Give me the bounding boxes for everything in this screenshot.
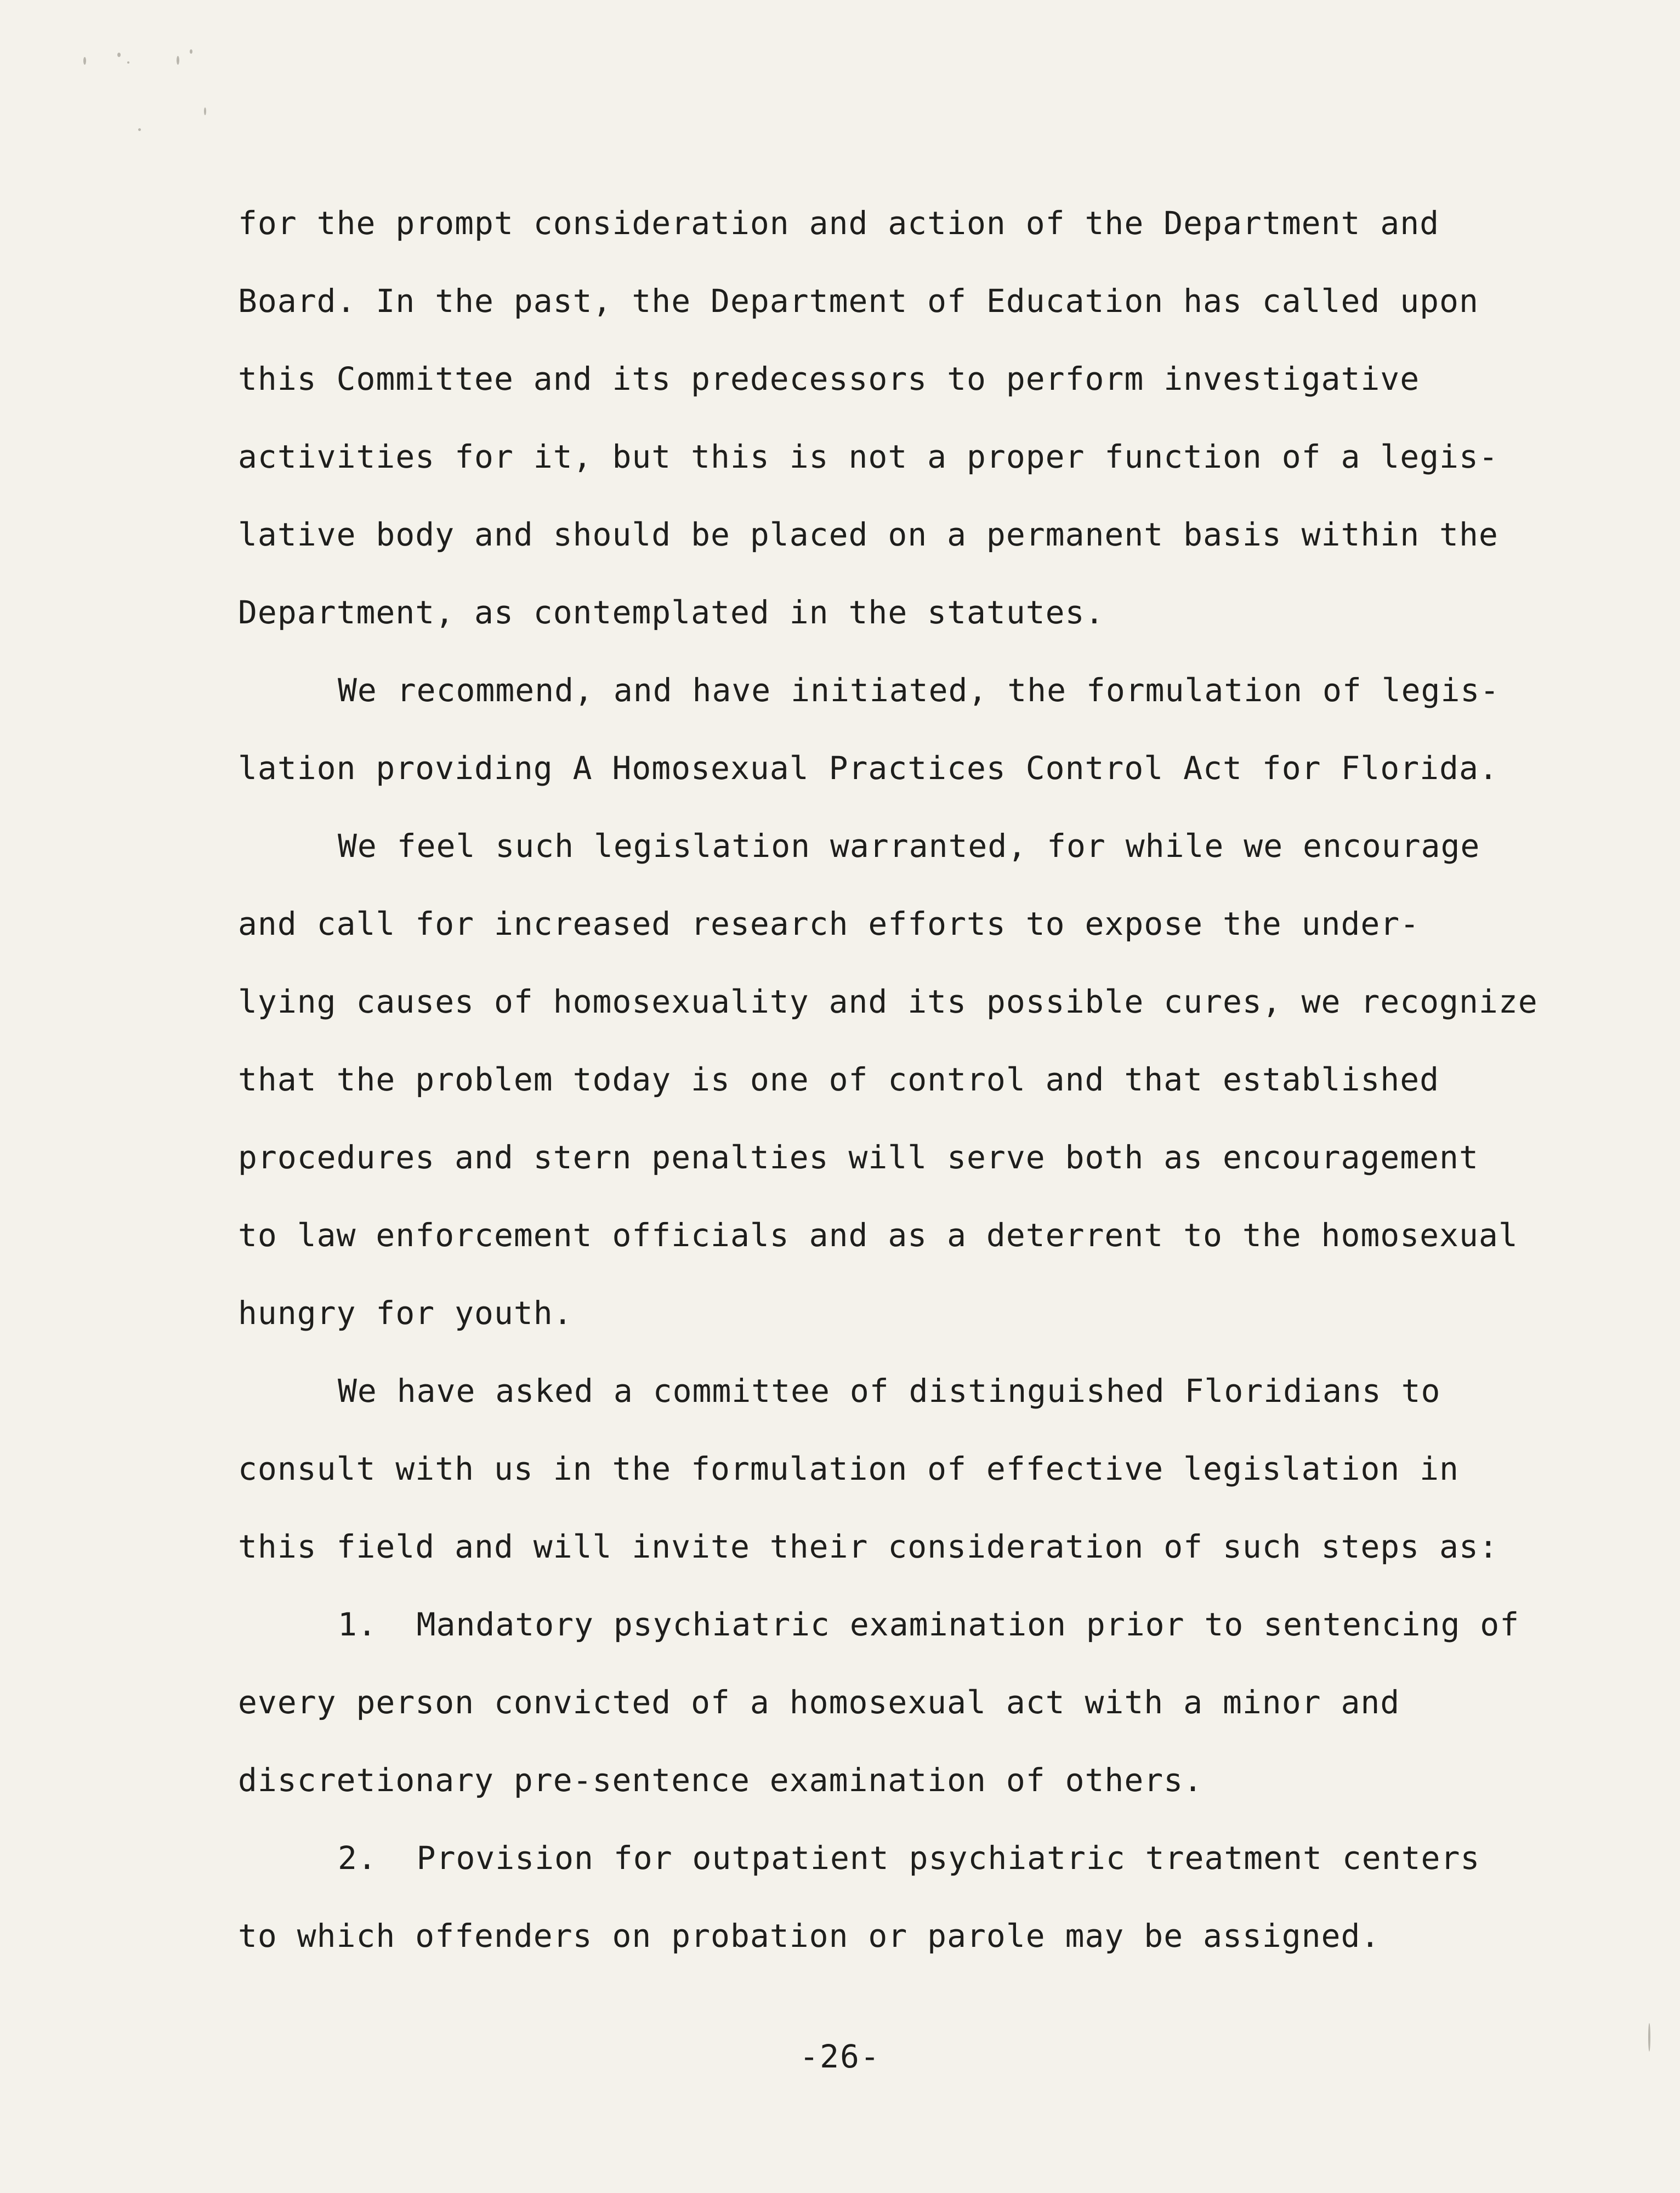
text-line: for the prompt consideration and action of the Department and xyxy=(238,204,1440,242)
text-line: Department, as contemplated in the statutes. xyxy=(238,594,1105,631)
text-line: We recommend, and have initiated, the formulation of legis- xyxy=(338,672,1500,709)
text-line: 2. Provision for outpatient psychiatric treatment centers xyxy=(338,1839,1480,1877)
text-line: We have asked a committee of distinguished Floridians to xyxy=(338,1372,1441,1410)
ink-speck xyxy=(117,53,121,57)
text-line: lative body and should be placed on a permanent basis within the xyxy=(238,516,1499,553)
text-line: to which offenders on probation or parole may be assigned. xyxy=(238,1917,1381,1955)
ink-speck xyxy=(204,107,206,115)
text-line: Board. In the past, the Department of Education has called upon xyxy=(238,282,1479,320)
ink-speck xyxy=(127,61,129,64)
text-line: We feel such legislation warranted, for while we encourage xyxy=(338,827,1480,865)
ink-speck xyxy=(177,56,179,65)
text-line: every person convicted of a homosexual act with a minor and xyxy=(238,1684,1400,1721)
text-line: hungry for youth. xyxy=(238,1294,573,1332)
text-line: to law enforcement officials and as a deterrent to the homosexual xyxy=(238,1217,1518,1254)
text-line: discretionary pre-sentence examination of others. xyxy=(238,1762,1204,1799)
text-line: lying causes of homosexuality and its possible cures, we recognize xyxy=(238,983,1538,1020)
text-line: this Committee and its predecessors to perform investigative xyxy=(238,360,1420,397)
text-line: this field and will invite their consideration of such steps as: xyxy=(238,1528,1499,1565)
text-line: procedures and stern penalties will serve both as encouragement xyxy=(238,1139,1479,1176)
text-line: that the problem today is one of control and that established xyxy=(238,1061,1440,1098)
text-line: consult with us in the formulation of effective legislation in xyxy=(238,1450,1459,1487)
text-line: and call for increased research efforts to expose the under- xyxy=(238,905,1420,942)
text-line: lation providing A Homosexual Practices Control Act for Florida. xyxy=(238,749,1499,787)
text-line: activities for it, but this is not a proper function of a legis- xyxy=(238,438,1499,475)
ink-speck xyxy=(83,57,86,65)
page-number: -26- xyxy=(799,2038,881,2075)
ink-speck xyxy=(138,128,141,131)
ink-speck xyxy=(190,49,192,54)
text-line: 1. Mandatory psychiatric examination prior to sentencing of xyxy=(338,1606,1520,1643)
